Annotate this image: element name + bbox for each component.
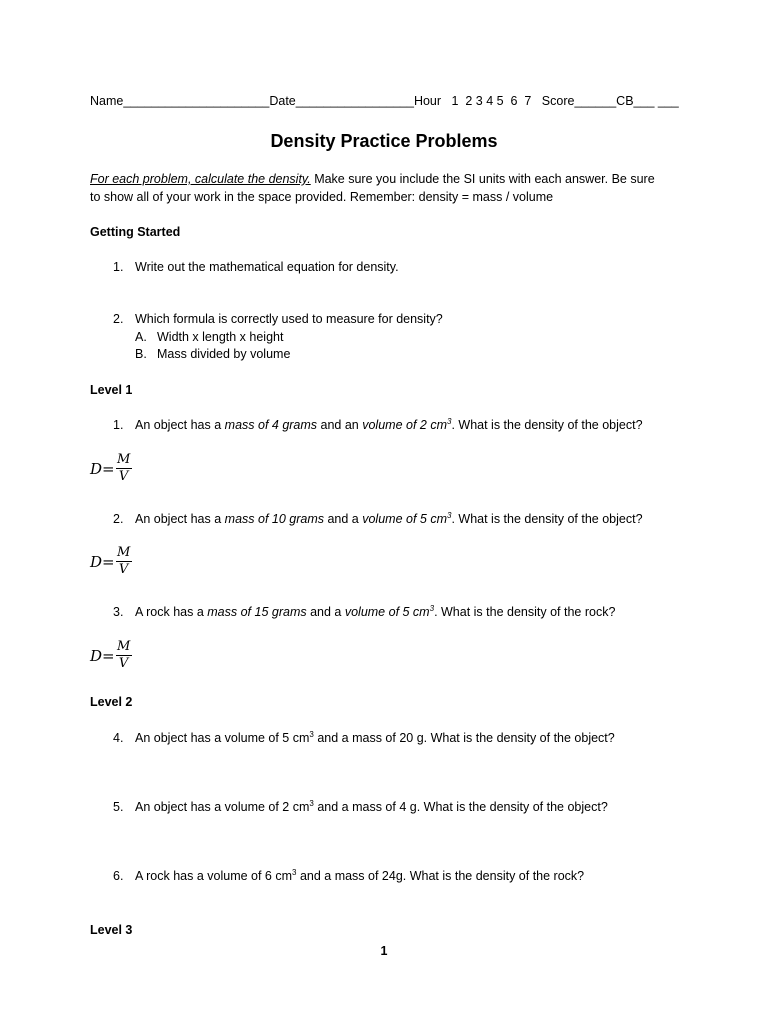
density-formula — [90, 453, 132, 484]
question-l2-6 — [113, 869, 584, 883]
question-text: and a — [306, 605, 345, 619]
question-number: 4. — [113, 731, 124, 745]
date-field[interactable]: _________________ — [295, 94, 414, 108]
question-text: An object has a — [135, 418, 225, 432]
section-heading-level-3: Level 3 — [90, 923, 133, 937]
question-text: and an — [317, 418, 363, 432]
question-text: An object has a volume of 2 cm — [135, 800, 310, 814]
question-l2-5 — [113, 800, 608, 814]
formula-v: V — [118, 469, 129, 484]
superscript: 3 — [447, 416, 452, 426]
formula-fraction — [116, 453, 132, 484]
instructions-line-1 — [90, 172, 655, 186]
page-title: Density Practice Problems — [270, 131, 498, 151]
formula-equals: = — [102, 459, 115, 478]
question-volume: volume of 2 cm — [362, 418, 447, 432]
formula-fraction — [116, 640, 132, 671]
question-text: and a mass of 4 g. What is the density of the object? — [313, 800, 608, 814]
question-number: 6. — [113, 869, 124, 883]
question-mass: mass of 4 grams — [224, 418, 318, 432]
formula-v: V — [118, 562, 129, 577]
question-text: Which formula is correctly used to measure for density? — [135, 312, 443, 326]
formula-d: D — [90, 646, 103, 665]
question-l1-1 — [113, 418, 643, 432]
question-text: An object has a — [135, 512, 225, 526]
formula-d: D — [90, 552, 103, 571]
question-mass: mass of 15 grams — [207, 605, 307, 619]
page-number: 1 — [380, 944, 388, 958]
question-text: A rock has a — [135, 605, 208, 619]
option-letter: A. — [135, 330, 147, 344]
question-volume: volume of 5 cm — [344, 605, 430, 619]
question-text: and a mass of 24g. What is the density of the rock? — [296, 869, 585, 883]
question-text: Write out the mathematical equation for density. — [135, 260, 399, 274]
superscript: 3 — [447, 510, 452, 520]
question-text: An object has a volume of 5 cm — [135, 731, 310, 745]
date-label: Date — [269, 94, 296, 108]
option-a[interactable] — [135, 330, 283, 344]
name-label: Name — [90, 94, 124, 108]
score-field[interactable]: ______ — [574, 94, 617, 108]
superscript: 3 — [429, 603, 435, 613]
question-mass: mass of 10 grams — [224, 512, 324, 526]
density-formula — [90, 640, 132, 671]
cb-field[interactable]: ___ ___ — [633, 94, 679, 108]
question-volume: volume of 5 cm — [362, 512, 447, 526]
question-l1-3 — [113, 605, 615, 619]
density-formula — [90, 546, 132, 577]
question-text: . What is the density of the rock? — [434, 605, 616, 619]
question-gs-1 — [113, 260, 399, 274]
question-l1-2 — [113, 512, 643, 526]
question-gs-2 — [113, 312, 443, 326]
formula-equals: = — [102, 646, 115, 665]
question-text: . What is the density of the object? — [451, 418, 643, 432]
hour-label: Hour — [413, 94, 442, 108]
question-number: 1. — [113, 260, 124, 274]
option-text: Mass divided by volume — [157, 347, 291, 361]
formula-fraction — [116, 546, 132, 577]
superscript: 3 — [309, 729, 314, 739]
section-heading-getting-started: Getting Started — [90, 225, 181, 239]
formula-m: M — [116, 452, 131, 467]
question-number: 3. — [113, 605, 124, 619]
instructions-line-2: to show all of your work in the space provided. Remember: density = mass / volume — [90, 190, 554, 204]
hour-options[interactable]: 1 2 3 4 5 6 7 — [451, 94, 532, 108]
question-number: 1. — [113, 418, 124, 432]
formula-v: V — [118, 656, 129, 671]
question-text: and a — [324, 512, 363, 526]
formula-d: D — [90, 459, 103, 478]
section-heading-level-2: Level 2 — [90, 695, 133, 709]
question-number: 2. — [113, 312, 124, 326]
cb-label: CB — [616, 94, 634, 108]
superscript: 3 — [292, 867, 297, 877]
option-b[interactable] — [135, 347, 290, 361]
question-number: 2. — [113, 512, 124, 526]
question-text: and a mass of 20 g. What is the density of the object? — [313, 731, 615, 745]
instructions-lead: For each problem, calculate the density. — [90, 172, 311, 186]
header-line — [90, 94, 679, 108]
option-letter: B. — [135, 347, 147, 361]
name-field[interactable]: _____________________ — [123, 94, 270, 108]
formula-m: M — [116, 639, 131, 654]
question-number: 5. — [113, 800, 124, 814]
question-text: . What is the density of the object? — [451, 512, 643, 526]
formula-m: M — [116, 545, 131, 560]
question-l2-4 — [113, 731, 615, 745]
score-label: Score — [541, 94, 575, 108]
option-text: Width x length x height — [157, 330, 284, 344]
instructions-rest: Make sure you include the SI units with each answer. Be sure — [310, 172, 655, 186]
formula-equals: = — [102, 552, 115, 571]
question-text: A rock has a volume of 6 cm — [135, 869, 293, 883]
section-heading-level-1: Level 1 — [90, 383, 133, 397]
superscript: 3 — [309, 798, 314, 808]
